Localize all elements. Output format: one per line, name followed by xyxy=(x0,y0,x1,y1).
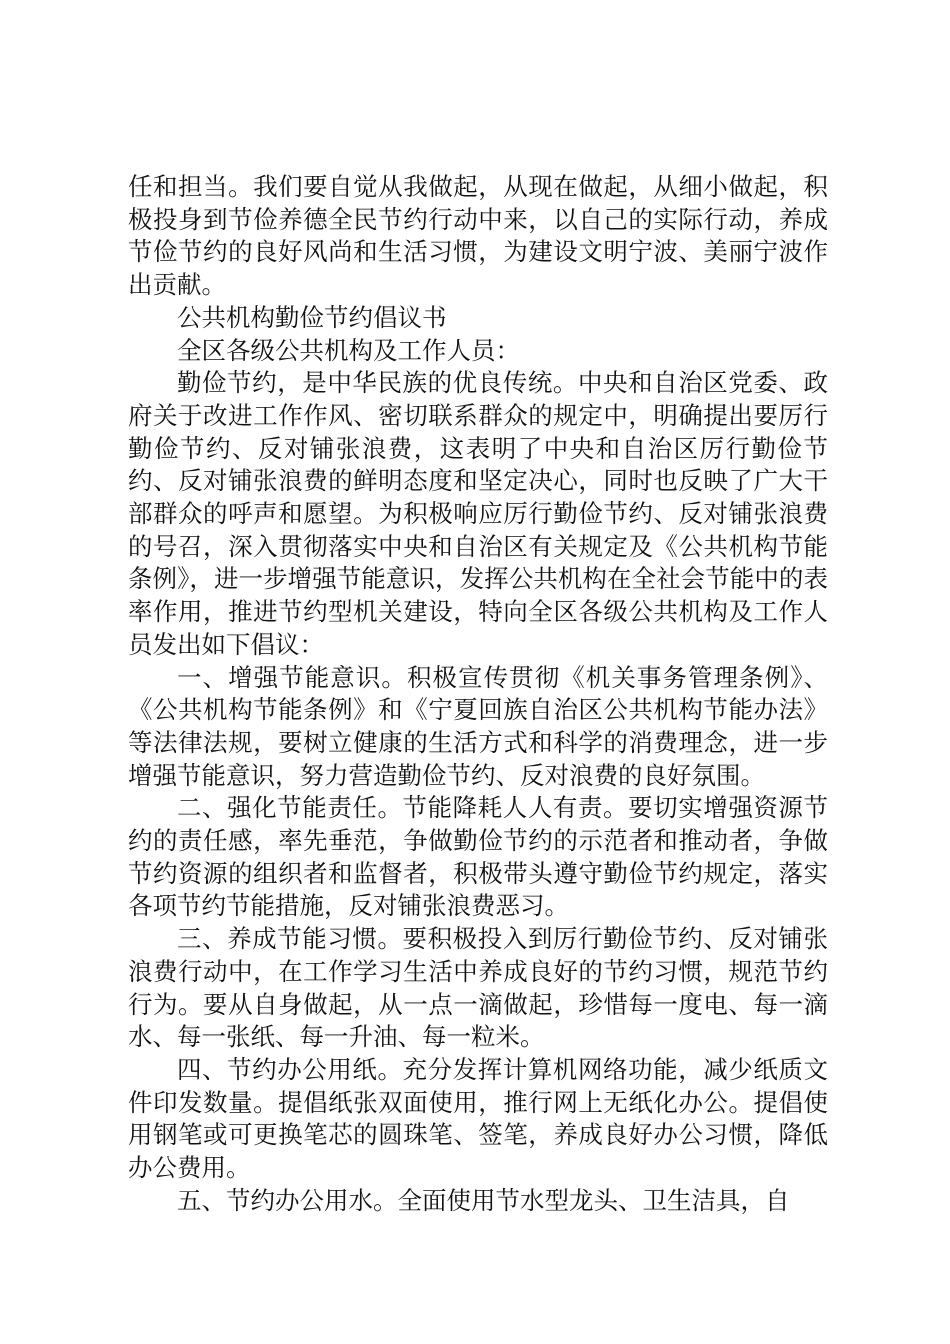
paragraph-item-5: 五、节约办公用水。全面使用节水型龙头、卫生洁具，自 xyxy=(177,1185,790,1215)
salutation: 全区各级公共机构及工作人员： xyxy=(177,335,520,365)
paragraph-intro: 勤俭节约，是中华民族的优良传统。中央和自治区党委、政府关于改进工作作风、密切联系群众的规定中，明确提出要厉行勤俭节约、反对铺张浪费，这表明了中央和自治区厉行勤俭节约、反对铺张浪费的鲜明态度和坚定决心，同时也反映了广大干部群众的呼声和愿望。为积极响应厉行勤俭节约、反对铺张浪费的号召，深入贯彻落实中央和自治区有关规定及《公共机构节能条例》，进一步增强节能意识，发挥公共机构在全社会节能中的表率作用，推进节约型机关建设，特向全区各级公共机构及工作人员发出如下倡议： xyxy=(128,368,828,659)
paragraph-item-1: 一、增强节能意识。积极宣传贯彻《机关事务管理条例》、《公共机构节能条例》和《宁夏回族自治区公共机构节能办法》等法律法规，要树立健康的生活方式和科学的消费理念，进一步增强节能意识，努力营造勤俭节约、反对浪费的良好氛围。 xyxy=(128,662,828,790)
paragraph-item-2: 二、强化节能责任。节能降耗人人有责。要切实增强资源节约的责任感，率先垂范，争做勤俭节约的示范者和推动者，争做节约资源的组织者和监督者，积极带头遵守勤俭节约规定，落实各项节约节能措施，反对铺张浪费恶习。 xyxy=(128,793,828,921)
document-body xyxy=(128,171,828,1218)
paragraph-continuation: 任和担当。我们要自觉从我做起，从现在做起，从细小做起，积极投身到节俭养德全民节约行动中来，以自己的实际行动，养成节俭节约的良好风尚和生活习惯，为建设文明宁波、美丽宁波作出贡献。 xyxy=(128,172,828,300)
paragraph-item-3: 三、养成节能习惯。要积极投入到厉行勤俭节约、反对铺张浪费行动中，在工作学习生活中养成良好的节约习惯，规范节约行为。要从自身做起，从一点一滴做起，珍惜每一度电、每一滴水、每一张纸、每一升油、每一粒米。 xyxy=(128,924,828,1052)
proposal-title: 公共机构勤俭节约倡议书 xyxy=(177,302,447,332)
paragraph-item-4: 四、节约办公用纸。充分发挥计算机网络功能，减少纸质文件印发数量。提倡纸张双面使用，推行网上无纸化办公。提倡使用钢笔或可更换笔芯的圆珠笔、签笔，养成良好办公习惯，降低办公费用。 xyxy=(128,1054,828,1183)
